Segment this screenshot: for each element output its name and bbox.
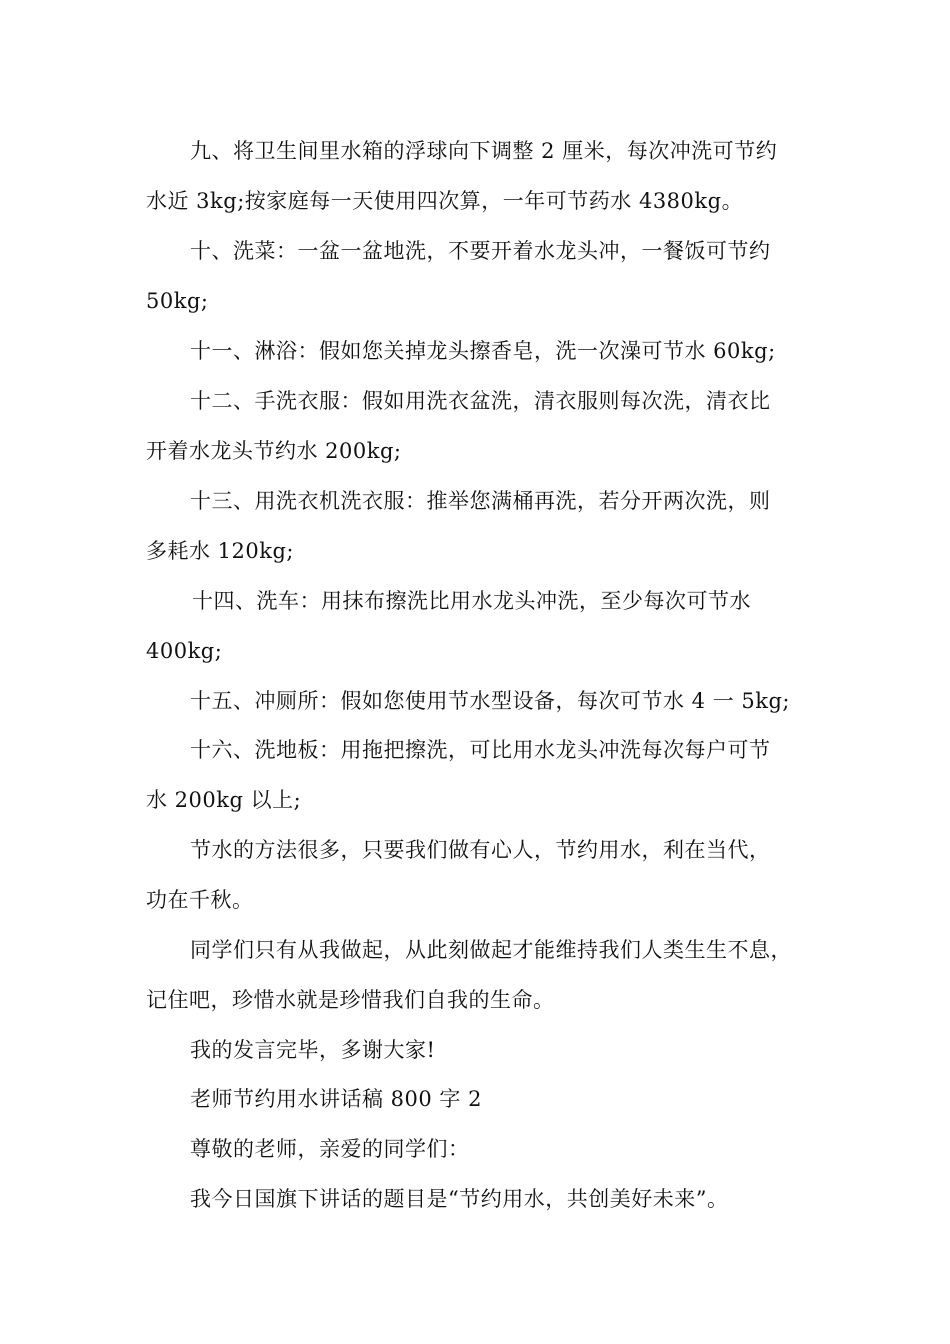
summary-line-2: 功在千秋。 — [146, 888, 254, 912]
salutation-line: 尊敬的老师，亲爱的同学们： — [190, 1137, 470, 1161]
item-13-line-1: 十三、用洗衣机洗衣服：推举您满桶再洗，若分开两次洗，则 — [190, 489, 771, 513]
item-13-line-2: 多耗水 120kg; — [146, 539, 295, 563]
appeal-line-2: 记住吧，珍惜水就是珍惜我们自我的生命。 — [146, 988, 555, 1012]
item-12-line-1: 十二、手洗衣服：假如用洗衣盆洗，清衣服则每次洗，清衣比 — [190, 389, 771, 413]
item-16-line-2: 水 200kg 以上; — [146, 788, 302, 812]
item-11-line-1: 十一、淋浴：假如您关掉龙头擦香皂，洗一次澡可节水 60kg; — [190, 339, 776, 363]
item-9-line-1: 九、将卫生间里水箱的浮球向下调整 2 厘米，每次冲洗可节约 — [190, 139, 778, 163]
section-title: 老师节约用水讲话稿 800 字 2 — [190, 1087, 482, 1111]
topic-line: 我今日国旗下讲话的题目是“节约用水，共创美好未来”。 — [190, 1187, 729, 1211]
item-16-line-1: 十六、洗地板：用拖把擦洗，可比用水龙头冲洗每次每户可节 — [190, 738, 771, 762]
item-15-line-1: 十五、冲厕所：假如您使用节水型设备，每次可节水 4 一 5kg; — [190, 689, 790, 713]
item-14-line-1: 十四、洗车：用抹布擦洗比用水龙头冲洗，至少每次可节水 — [192, 589, 751, 613]
item-10-line-1: 十、洗菜：一盆一盆地洗，不要开着水龙头冲，一餐饭可节约 — [190, 239, 771, 263]
item-12-line-2: 开着水龙头节约水 200kg; — [146, 439, 402, 463]
item-10-line-2: 50kg; — [146, 289, 209, 313]
closing-line: 我的发言完毕，多谢大家! — [190, 1038, 436, 1062]
item-9-line-2: 水近 3kg;按家庭每一天使用四次算，一年可节药水 4380kg。 — [146, 189, 744, 213]
appeal-line-1: 同学们只有从我做起，从此刻做起才能维持我们人类生生不息， — [190, 938, 792, 962]
summary-line-1: 节水的方法很多，只要我们做有心人，节约用水，利在当代， — [190, 838, 771, 862]
item-14-line-2: 400kg; — [146, 639, 223, 663]
